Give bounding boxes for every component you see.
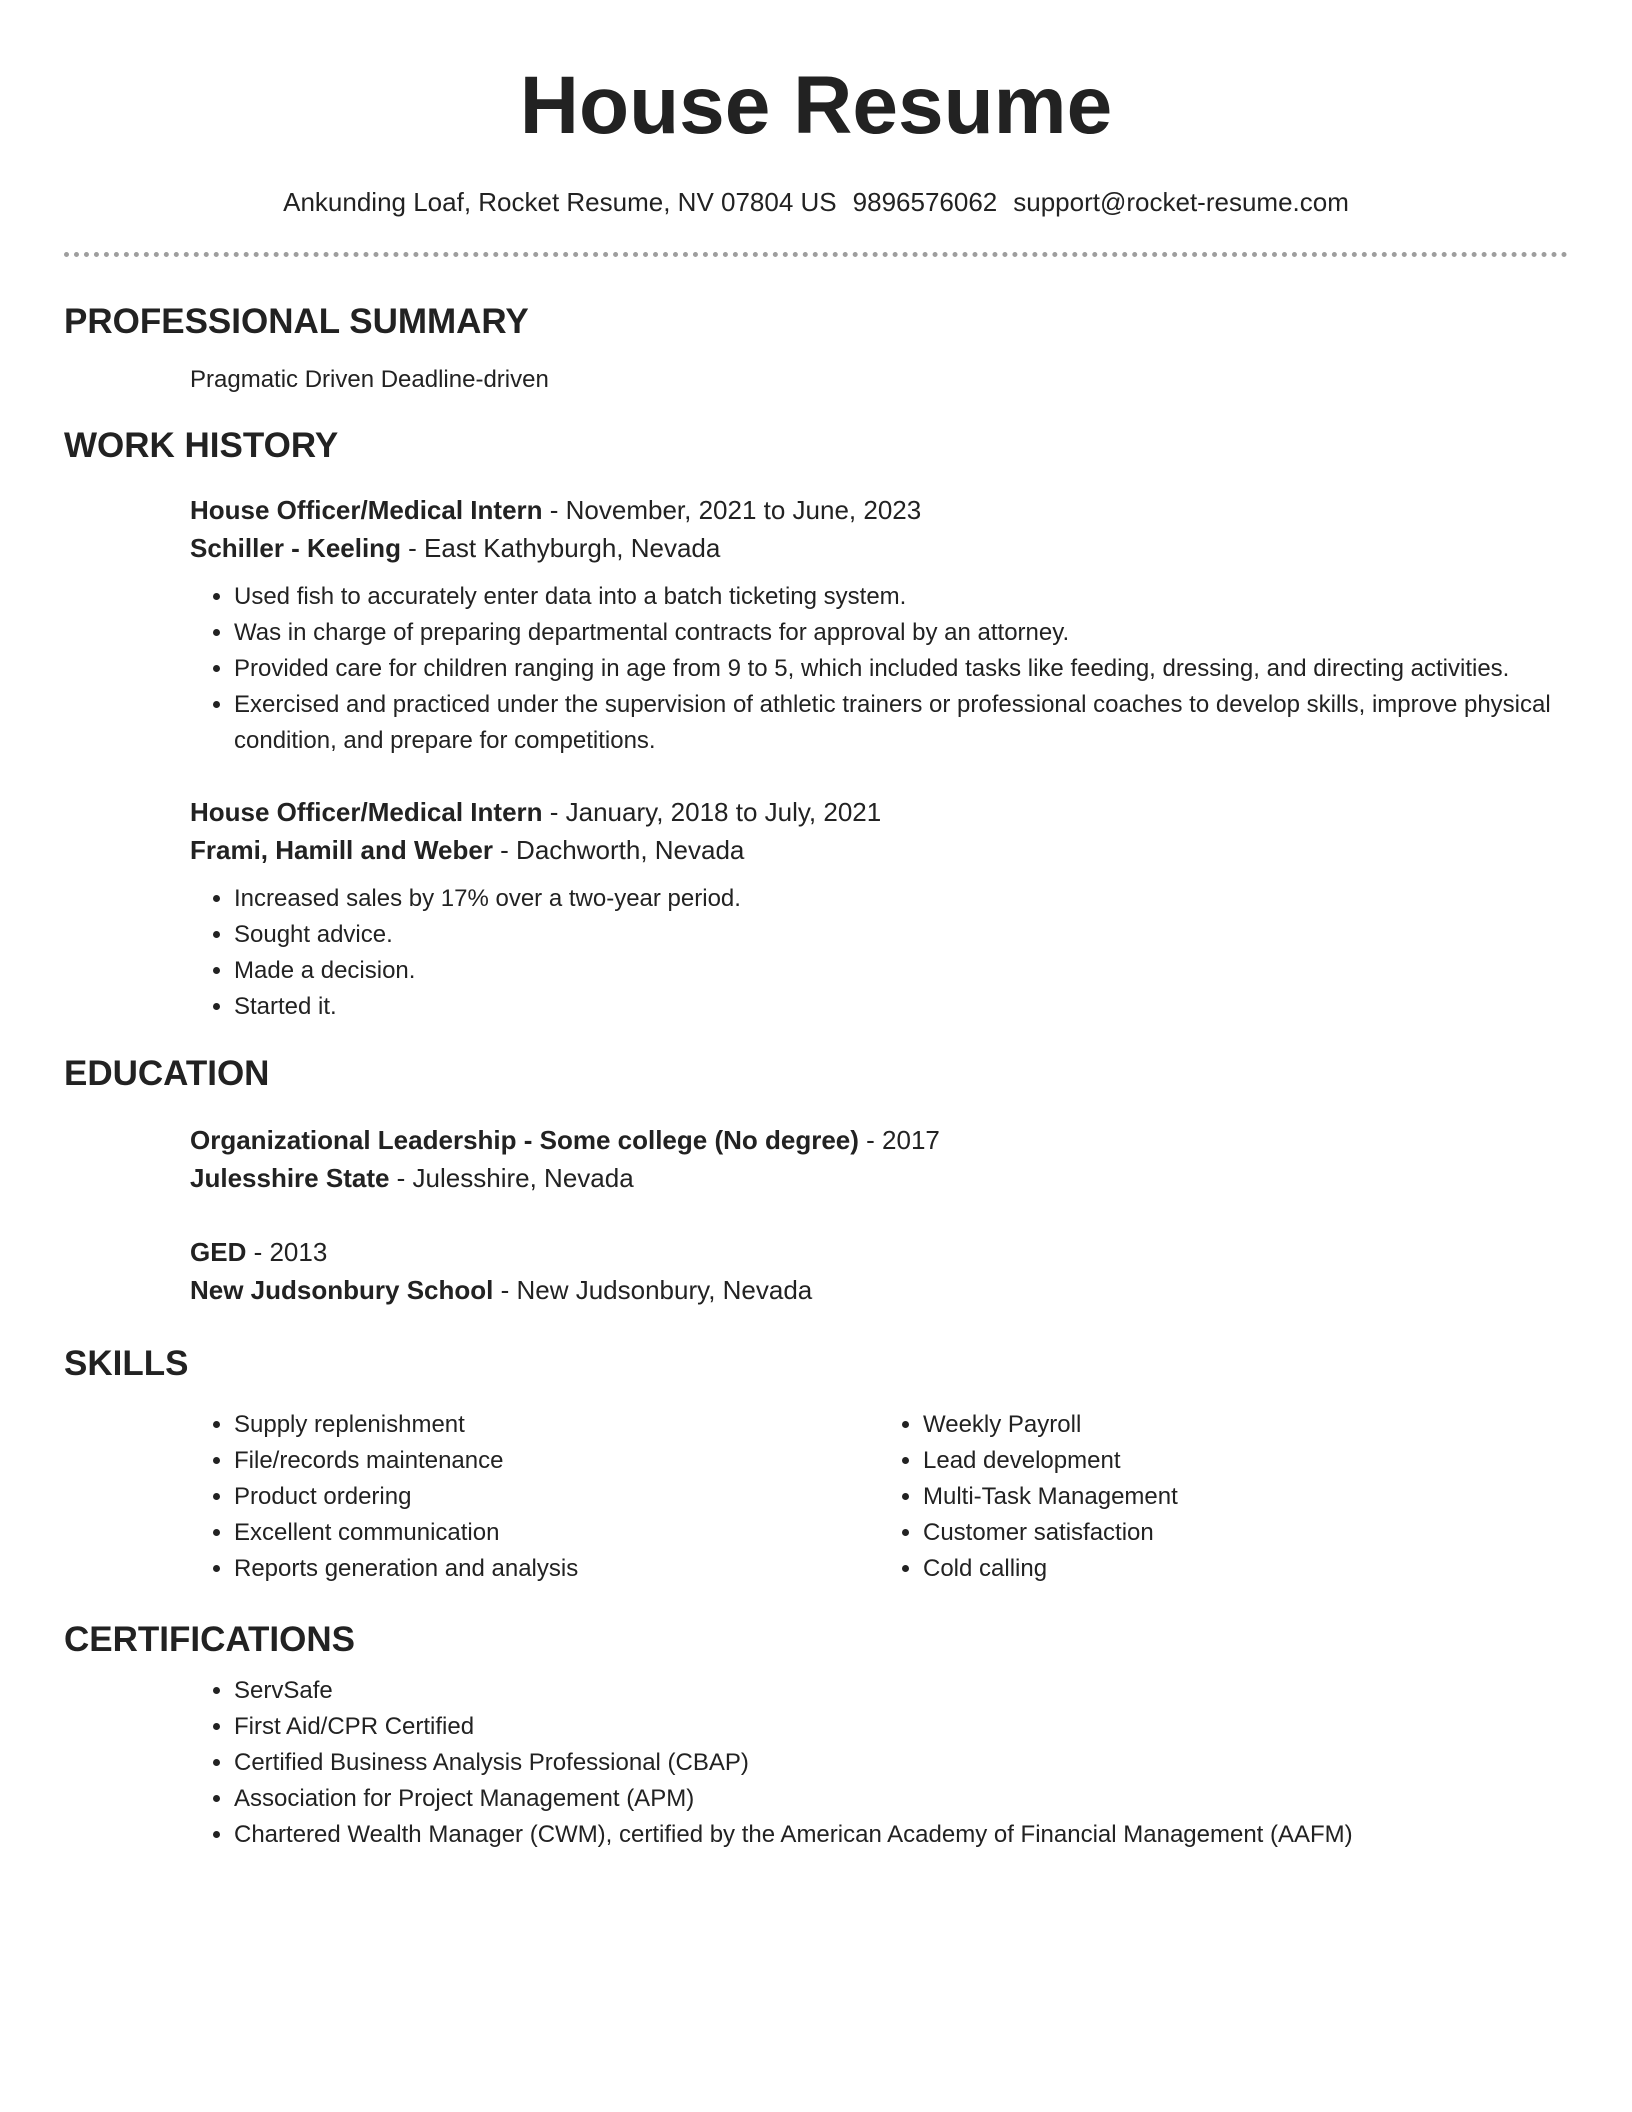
education-entry <box>190 1121 1568 1197</box>
job-dates: - November, 2021 to June, 2023 <box>542 495 922 525</box>
job-location: - Dachworth, Nevada <box>492 835 745 865</box>
education-school: Julesshire State <box>190 1163 390 1193</box>
job-title-line <box>190 793 1568 831</box>
job-bullet-list <box>190 579 1568 759</box>
education-year: - 2013 <box>246 1237 328 1267</box>
job-title-line <box>190 491 1568 529</box>
certifications-block <box>190 1673 1568 1853</box>
job-company: Schiller - Keeling <box>190 533 401 563</box>
contact-line <box>64 186 1568 218</box>
education-location: - Julesshire, Nevada <box>389 1163 634 1193</box>
education-location: - New Judsonbury, Nevada <box>493 1275 813 1305</box>
certification-item: • First Aid/CPR Certified <box>234 1709 1568 1745</box>
job-entry <box>190 491 1568 759</box>
education-entry <box>190 1233 1568 1309</box>
certifications-heading: CERTIFICATIONS <box>64 1620 356 1659</box>
certification-item: • Chartered Wealth Manager (CWM), certified by the American Academy of Financial Management (AAFM) <box>234 1817 1568 1853</box>
job-location: - East Kathyburgh, Nevada <box>400 533 721 563</box>
skills-heading: SKILLS <box>64 1344 189 1383</box>
certification-item: • ServSafe <box>234 1673 1568 1709</box>
education-school: New Judsonbury School <box>190 1275 494 1305</box>
job-title: House Officer/Medical Intern <box>190 797 543 827</box>
job-dates: - January, 2018 to July, 2021 <box>542 797 882 827</box>
job-company-line <box>190 529 1568 567</box>
education-degree-line <box>190 1121 1568 1159</box>
skill-item: • Multi-Task Management <box>923 1479 1568 1515</box>
job-bullet: • Used fish to accurately enter data into a batch ticketing system. <box>234 579 1568 615</box>
contact-address: Ankunding Loaf, Rocket Resume, NV 07804 US <box>283 187 837 217</box>
work-history-heading: WORK HISTORY <box>64 426 339 465</box>
skill-item: • Reports generation and analysis <box>234 1551 879 1587</box>
job-bullet-list <box>190 881 1568 1025</box>
skills-grid <box>190 1407 1568 1587</box>
education-school-line <box>190 1159 1568 1197</box>
job-bullet: • Increased sales by 17% over a two-year period. <box>234 881 1568 917</box>
education-year: - 2017 <box>858 1125 940 1155</box>
summary-heading: PROFESSIONAL SUMMARY <box>64 302 529 341</box>
job-bullet: • Made a decision. <box>234 953 1568 989</box>
job-bullet: • Sought advice. <box>234 917 1568 953</box>
skill-item: • Product ordering <box>234 1479 879 1515</box>
education-degree-line <box>190 1233 1568 1271</box>
job-company: Frami, Hamill and Weber <box>190 835 493 865</box>
certification-item: • Certified Business Analysis Professional (CBAP) <box>234 1745 1568 1781</box>
skill-item: • Cold calling <box>923 1551 1568 1587</box>
skill-item: • Customer satisfaction <box>923 1515 1568 1551</box>
job-bullet: • Started it. <box>234 989 1568 1025</box>
job-bullet: • Was in charge of preparing departmental contracts for approval by an attorney. <box>234 615 1568 651</box>
education-school-line <box>190 1271 1568 1309</box>
header-divider <box>64 252 1568 257</box>
resume-title: House Resume <box>519 60 1113 151</box>
education-heading: EDUCATION <box>64 1054 270 1093</box>
job-title: House Officer/Medical Intern <box>190 495 543 525</box>
contact-email: support@rocket-resume.com <box>1013 187 1349 217</box>
job-entry <box>190 793 1568 1025</box>
job-company-line <box>190 831 1568 869</box>
summary-text: Pragmatic Driven Deadline-driven <box>190 366 549 393</box>
education-degree: Organizational Leadership - Some college (No degree) <box>190 1125 859 1155</box>
skill-item: • Lead development <box>923 1443 1568 1479</box>
skill-item: • Weekly Payroll <box>923 1407 1568 1443</box>
contact-phone: 9896576062 <box>852 187 998 217</box>
skill-item: • Excellent communication <box>234 1515 879 1551</box>
job-bullet: • Provided care for children ranging in age from 9 to 5, which included tasks like feeding, dressing, and directing activities. <box>234 651 1568 687</box>
certifications-list <box>190 1673 1568 1853</box>
job-bullet: • Exercised and practiced under the supervision of athletic trainers or professional coaches to develop skills, improve physical condition, and prepare for competitions. <box>234 687 1568 759</box>
education-degree: GED <box>190 1237 247 1267</box>
skill-item: • Supply replenishment <box>234 1407 879 1443</box>
resume-page <box>64 0 1568 1853</box>
skill-item: • File/records maintenance <box>234 1443 879 1479</box>
certification-item: • Association for Project Management (APM) <box>234 1781 1568 1817</box>
skills-column-left <box>190 1407 879 1587</box>
skills-column-right <box>879 1407 1568 1587</box>
